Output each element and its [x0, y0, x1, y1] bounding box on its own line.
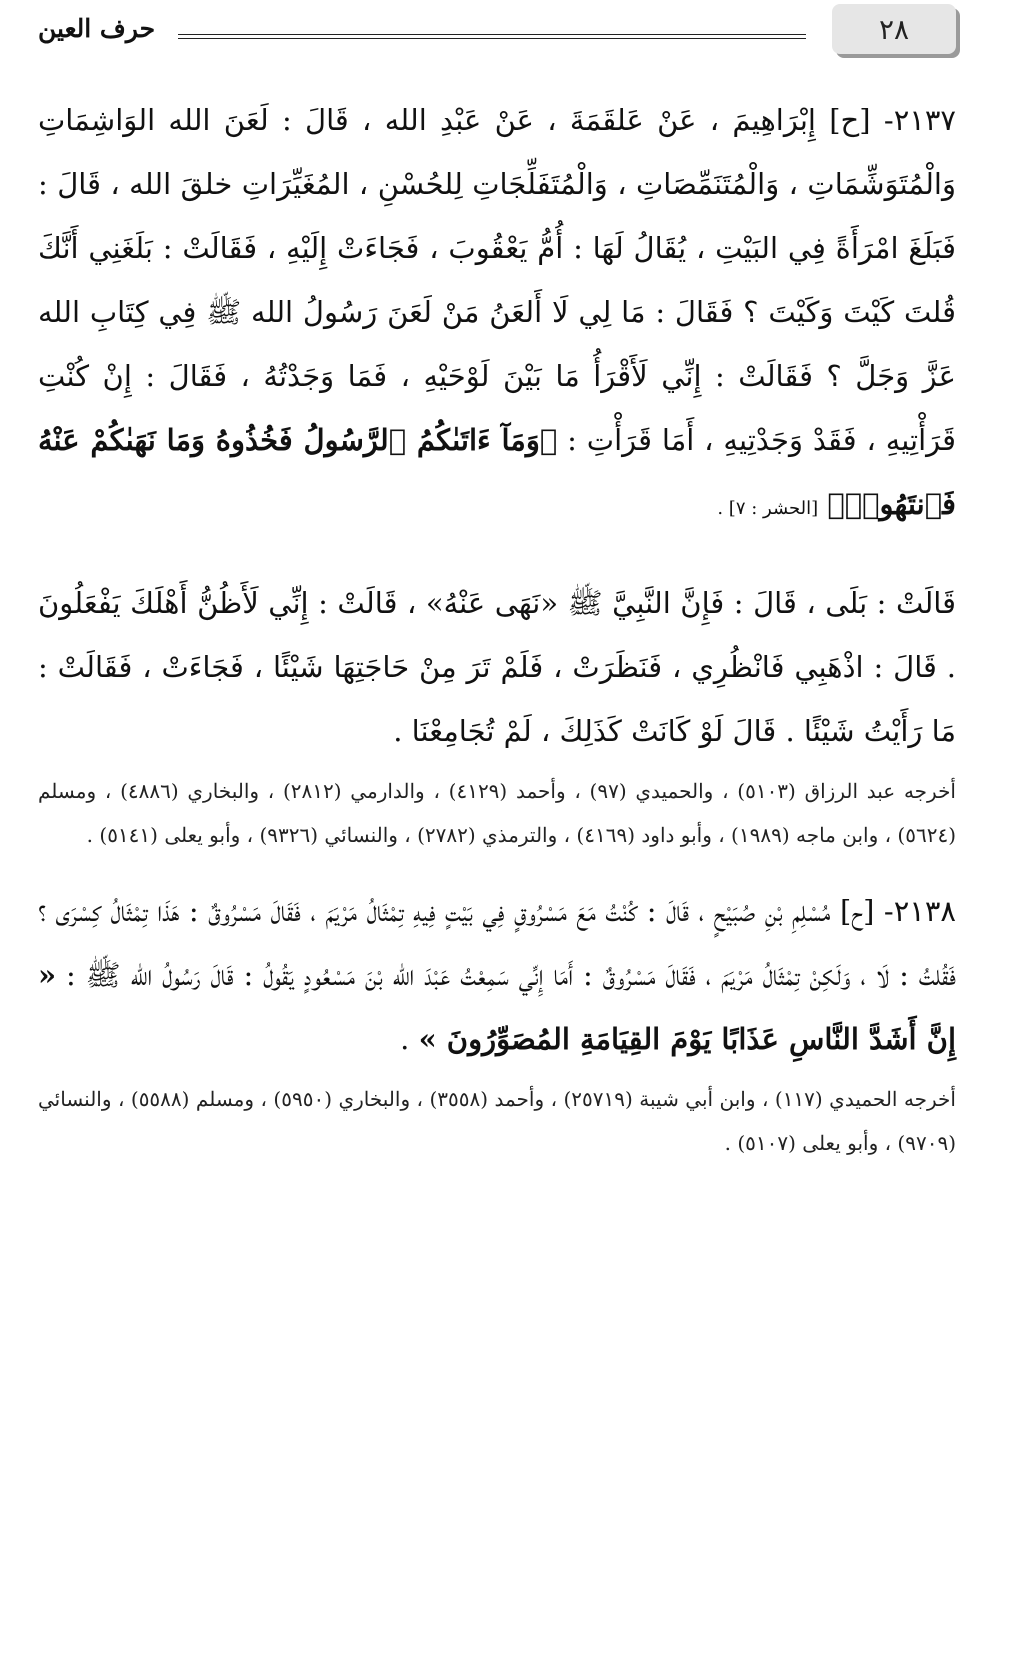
- hadith-2137-text: ٢١٣٧- [ح] إِبْرَاهِيمَ ، عَنْ عَلقَمَةَ ، عَنْ عَبْدِ الله ، قَالَ : لَعَنَ الله الوَاشِمَاتِ وَالْمُتَوَشِّمَاتِ ، وَالْمُتَنَمِّصَاتِ ، وَالْمُتَفَلِّجَاتِ لِلحُسْنِ ، المُغَيِّرَاتِ خلقَ الله ، قَالَ : فَبَلَغَ امْرَأَةً فِي البَيْتِ ، يُقَالُ لَهَا : أُمُّ يَعْقُوبَ ، فَجَاءَتْ إِلَيْهِ ، فَقَالَتْ : بَلَغَنِي أَنَّكَ قُلتَ كَيْتَ وَكَيْتَ ؟ فَقَالَ : مَا لِي لَا أَلعَنُ مَنْ لَعَنَ رَسُولُ الله ﷺ فِي كِتَابِ الله عَزَّ وَجَلَّ ؟ فَقَالَتْ : إِنِّي لَأَقْرَأُ مَا بَيْنَ لَوْحَيْهِ ، فَمَا وَجَدْتُهُ ، فَقَالَ : إِنْ كُنْتِ قَرَأْتِيهِ ، فَقَدْ وَجَدْتِيهِ ، أَمَا قَرَأْتِ :: [38, 103, 956, 457]
- page-number-badge: ٢٨: [832, 4, 956, 54]
- takhrij-2137: أخرجه عبد الرزاق (٥١٠٣) ، والحميدي (٩٧) ، وأحمد (٤١٢٩) ، والدارمي (٢٨١٢) ، والبخاري (٤٨٨٦) ، ومسلم (٥٦٢٤) ، وابن ماجه (١٩٨٩) ، وأبو داود (٤١٦٩) ، والترمذي (٢٧٨٢) ، والنسائي (٩٣٢٦) ، وأبو يعلى (٥١٤١) .: [38, 779, 956, 847]
- page-content: [38, 88, 956, 1187]
- quran-verse: ﴿وَمَآ ءَاتَىٰكُمُ ٱلرَّسُولُ فَخُذُوهُ وَمَا نَهَىٰكُمْ عَنْهُ فَٱنتَهُوا۟﴾: [38, 423, 956, 521]
- hadith-2138: [38, 879, 956, 1071]
- hadith-2138-text: ٢١٣٨- [ح] مُسْلِمِ بْنِ صُبَيْحٍ ، قَالَ : كُنْتُ مَعَ مَسْرُوقٍ فِي بَيْتٍ فِيهِ تِمْثَالُ مَرْيَمَ ، فَقَالَ مَسْرُوقٌ : هَذَا تِمْثَالُ كِسْرَى ؟ فَقُلتُ : لَا ، وَلَكِنْ تِمْثَالُ مَرْيَمَ ، فَقَالَ مَسْرُوقٌ : أَمَا إِنِّي سَمِعْتُ عَبْدَ الله بْنَ مَسْعُودٍ يَقُولُ : قَالَ رَسُولُ الله ﷺ :: [38, 894, 957, 992]
- takhrij-2138: أخرجه الحميدي (١١٧) ، وابن أبي شيبة (٢٥٧١٩) ، وأحمد (٣٥٥٨) ، والبخاري (٥٩٥٠) ، ومسلم (٥٥٨٨) ، والنسائي (٩٧٠٩) ، وأبو يعلى (٥١٠٧) .: [38, 1087, 956, 1155]
- header-rule: [178, 34, 806, 39]
- page-header: [38, 4, 956, 60]
- hadith-2137-continuation: قَالَتْ : بَلَى ، قَالَ : فَإِنَّ النَّبِيَّ ﷺ «نَهَى عَنْهُ» ، قَالَتْ : إِنِّي لَأَظُنُّ أَهْلَكَ يَفْعَلُونَ . قَالَ : اذْهَبِي فَانْظُرِي ، فَنَظَرَتْ ، فَلَمْ تَرَ مِنْ حَاجَتِهَا شَيْئًا ، فَجَاءَتْ ، فَقَالَتْ : مَا رَأَيْتُ شَيْئًا . قَالَ لَوْ كَانَتْ كَذَلِكَ ، لَمْ تُجَامِعْنَا .: [38, 586, 956, 748]
- running-title: حرف العين: [38, 14, 156, 43]
- hadith-2138-end: .: [400, 1022, 419, 1056]
- prophetic-saying: « إِنَّ أَشَدَّ النَّاسِ عَذَابًا يَوْمَ القِيَامَةِ المُصَوِّرُونَ »: [38, 958, 956, 1056]
- quran-reference: [الحشر : ٧] .: [717, 498, 819, 519]
- hadith-2137: [38, 88, 956, 541]
